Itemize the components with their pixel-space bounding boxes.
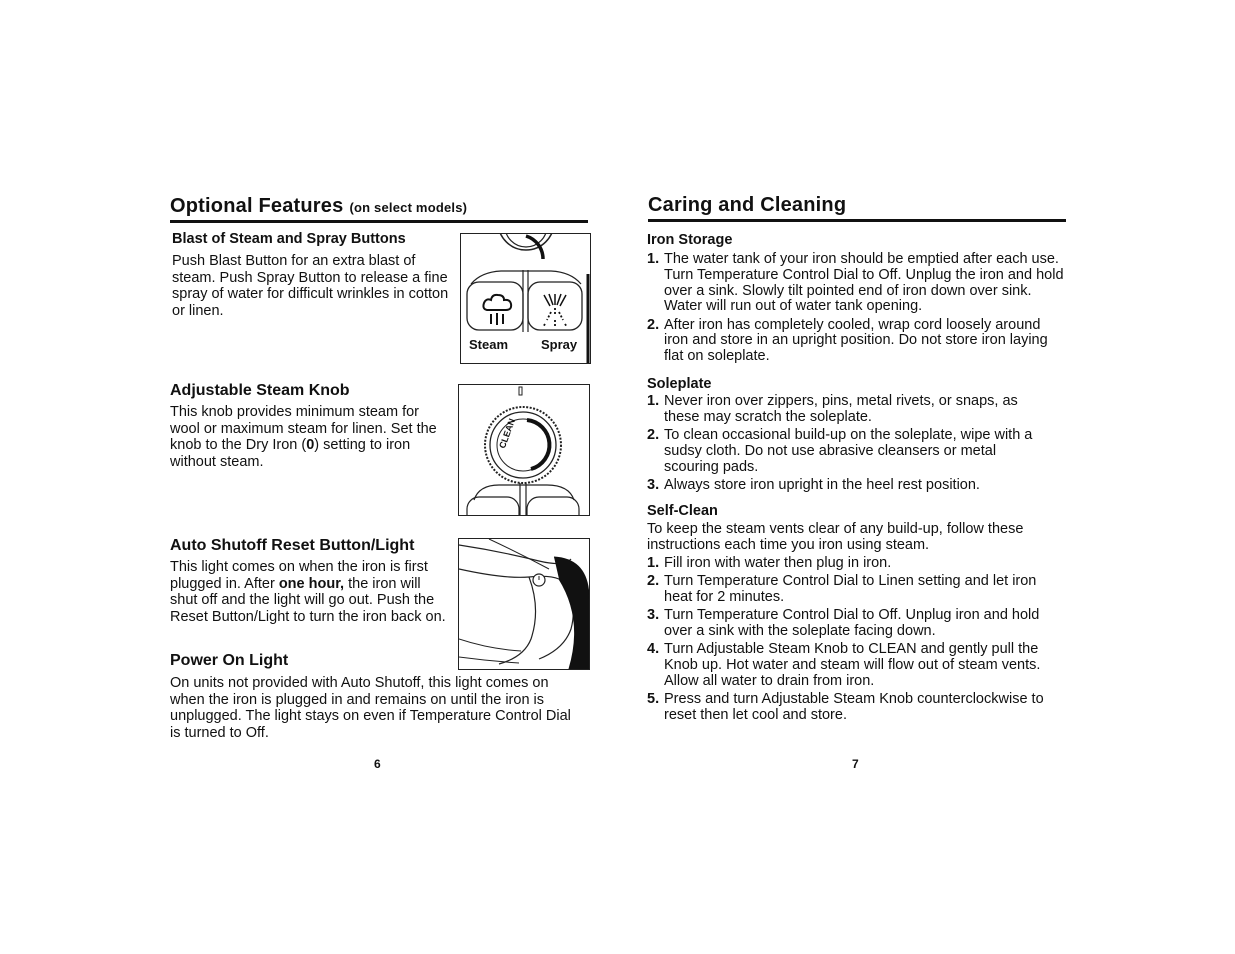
spray-icon xyxy=(541,292,569,333)
section-text-blast: Push Blast Button for an extra blast of steam. Push Spray Button to release a fine spray of water for difficult wrinkles in cotton or linen. xyxy=(172,253,449,319)
step-number: 2. xyxy=(647,573,660,590)
step-text: The water tank of your iron should be emptied after each use. Turn Temperature Control Dial to Off. Unplug the iron and hold over a sink. Slowly tilt pointed end of iron down over sink. Water will run out of water tank opening. xyxy=(664,251,1064,315)
right-page-title: Caring and Cleaning xyxy=(648,194,847,216)
list-item xyxy=(647,556,1067,572)
section-text-steam-knob xyxy=(170,404,438,470)
section-text-power-on: On units not provided with Auto Shutoff, this light comes on when the iron is plugged in and remains on until the iron is unplugged. The light stays on even if Temperature Control Dial is turned to Off. xyxy=(170,675,571,741)
section-heading-steam-knob: Adjustable Steam Knob xyxy=(170,382,350,399)
left-page-title xyxy=(170,195,467,218)
step-number: 2. xyxy=(647,427,660,444)
section-text-auto-shutoff xyxy=(170,559,450,625)
spray-button-label: Spray xyxy=(541,337,578,352)
list-item xyxy=(647,608,1067,640)
knob-clean-label: CLEAN xyxy=(497,417,518,450)
list-item xyxy=(647,642,1067,689)
text-part: the iron will shut off and the light will go out. Push the Reset Button/Light to turn the iron back on. xyxy=(170,575,446,625)
left-title-rule xyxy=(170,220,588,223)
self-clean-steps xyxy=(647,556,1067,726)
title-note: (on select models) xyxy=(349,200,468,215)
text-part: This light comes on when the iron is first plugged in. After xyxy=(170,559,428,592)
step-number: 5. xyxy=(647,691,660,708)
steam-button-label: Steam xyxy=(469,337,509,352)
section-heading-auto-shutoff: Auto Shutoff Reset Button/Light xyxy=(170,537,415,554)
step-text: Never iron over zippers, pins, metal rivets, or snaps, as these may scratch the soleplate. xyxy=(664,393,1018,425)
list-item xyxy=(647,318,1067,365)
step-text: Turn Temperature Control Dial to Linen setting and let iron heat for 2 minutes. xyxy=(664,573,1037,606)
step-text: To clean occasional build-up on the soleplate, wipe with a sudsy cloth. Do not use abrasive cleansers or metal scouring pads. xyxy=(664,427,1033,475)
step-number: 4. xyxy=(647,641,660,658)
step-text: Fill iron with water then plug in iron. xyxy=(664,555,892,571)
iron-storage-steps xyxy=(647,252,1067,368)
figure-steam-knob xyxy=(458,384,590,516)
step-number: 3. xyxy=(647,607,660,624)
section-heading-blast: Blast of Steam and Spray Buttons xyxy=(172,231,406,247)
step-number: 3. xyxy=(647,476,660,493)
section-heading-soleplate: Soleplate xyxy=(647,376,712,392)
dry-iron-setting: 0 xyxy=(306,437,315,453)
title-text: Optional Features xyxy=(170,195,344,217)
step-number: 1. xyxy=(647,555,660,571)
list-item xyxy=(647,394,1047,426)
list-item xyxy=(647,428,1047,475)
steam-icon xyxy=(481,292,513,331)
list-item xyxy=(647,478,1047,494)
list-item xyxy=(647,252,1067,315)
step-text: Always store iron upright in the heel rest position. xyxy=(664,476,980,493)
page-number-right: 7 xyxy=(852,757,859,771)
list-item xyxy=(647,574,1067,606)
text-part: This knob provides minimum steam for wool or maximum steam for linen. Set the knob to the Dry Iron ( xyxy=(170,404,437,453)
text-part: ) setting to iron without steam. xyxy=(170,437,411,470)
list-item xyxy=(647,692,1067,724)
step-text: Turn Adjustable Steam Knob to CLEAN and gently pull the Knob up. Hot water and steam will flow out of steam vents. Allow all water to drain from iron. xyxy=(664,641,1041,690)
right-title-rule xyxy=(648,219,1066,222)
soleplate-steps xyxy=(647,394,1047,496)
self-clean-intro: To keep the steam vents clear of any build-up, follow these instructions each time you iron using steam. xyxy=(647,521,1024,553)
section-heading-power-on: Power On Light xyxy=(170,652,289,669)
step-number: 1. xyxy=(647,393,660,409)
step-number: 1. xyxy=(647,251,660,267)
page-number-left: 6 xyxy=(374,757,381,771)
step-number: 2. xyxy=(647,316,660,333)
step-text: Press and turn Adjustable Steam Knob counterclockwise to reset then let cool and store. xyxy=(664,691,1044,724)
steam-knob-illustration xyxy=(459,385,589,515)
step-text: Turn Temperature Control Dial to Off. Unplug iron and hold over a sink with the soleplate facing down. xyxy=(664,607,1040,640)
section-heading-self-clean: Self-Clean xyxy=(647,503,718,519)
step-text: After iron has completely cooled, wrap cord loosely around iron and store in an upright position. Do not store iron laying flat on soleplate. xyxy=(664,316,1048,365)
section-heading-iron-storage: Iron Storage xyxy=(647,232,733,248)
figure-auto-shutoff-light xyxy=(458,538,590,670)
figure-steam-spray-buttons xyxy=(460,233,591,364)
one-hour-emphasis: one hour, xyxy=(278,575,345,592)
iron-side-illustration xyxy=(459,539,589,669)
